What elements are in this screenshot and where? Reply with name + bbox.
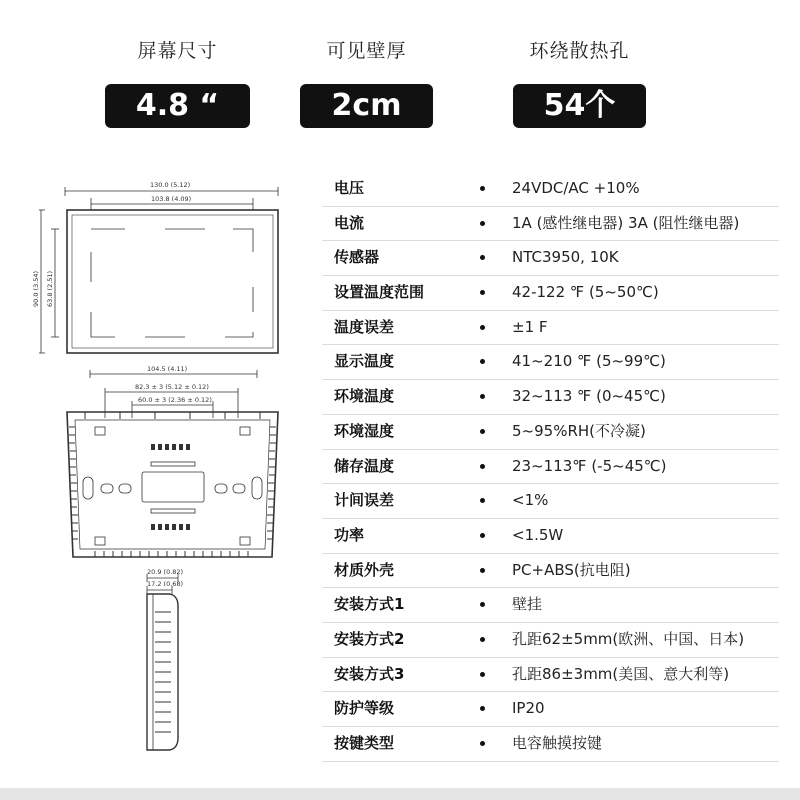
spec-row: [322, 276, 779, 311]
spec-value: 1A (感性继电器) 3A (阻性继电器): [512, 213, 740, 232]
dimension-drawing-svg: [25, 172, 295, 762]
feature-value-badge: 54个: [513, 84, 646, 128]
feature-screen-size: [105, 38, 250, 128]
spec-key: 电流: [334, 213, 365, 232]
spec-value: 32~113 ℉ (0~45℃): [512, 387, 666, 406]
feature-value-badge: 2cm: [300, 84, 433, 128]
spec-key: 计间误差: [334, 491, 395, 510]
dim-screen-height: 63.8 (2.51): [46, 270, 54, 307]
spec-key: 材质外壳: [334, 560, 395, 579]
spec-table: [322, 172, 779, 762]
spec-row: [322, 241, 779, 276]
bullet-icon: [480, 394, 485, 399]
spec-key: 传感器: [334, 248, 380, 267]
spec-key: 按键类型: [334, 734, 395, 752]
spec-key: 温度误差: [334, 317, 395, 336]
spec-row: [322, 484, 779, 519]
spec-key: 安装方式2: [334, 629, 405, 648]
bullet-icon: [480, 498, 485, 503]
spec-key: 环境温度: [334, 387, 395, 406]
spec-row: [322, 692, 779, 727]
spec-row: [322, 345, 779, 380]
bullet-icon: [480, 706, 485, 711]
dim-back-width: 104.5 (4.11): [147, 365, 188, 373]
bullet-icon: [480, 464, 485, 469]
spec-row: [322, 519, 779, 554]
spec-value: 42-122 ℉ (5~50℃): [512, 283, 659, 302]
bottom-strip: [0, 788, 800, 800]
spec-row: [322, 588, 779, 623]
dim-side-depth-a: 20.9 (0.82): [147, 568, 184, 576]
spec-key: 防护等级: [334, 699, 395, 718]
spec-value: 41~210 ℉ (5~99℃): [512, 352, 666, 371]
spec-value: 电容触摸按键: [512, 734, 603, 752]
spec-value: NTC3950, 10K: [512, 248, 619, 267]
spec-row: [322, 727, 779, 762]
spec-row: [322, 172, 779, 207]
feature-vent-holes: [513, 38, 646, 128]
bullet-icon: [480, 602, 485, 607]
feature-label: 可见壁厚: [326, 40, 407, 62]
spec-value: 孔距86±3mm(美国、意大利等): [512, 664, 730, 683]
feature-wall-thickness: [300, 38, 433, 128]
spec-row: [322, 658, 779, 693]
bullet-icon: [480, 359, 485, 364]
spec-value: 24VDC/AC +10%: [512, 179, 640, 197]
spec-key: 安装方式1: [334, 595, 405, 614]
bullet-icon: [480, 325, 485, 330]
spec-key: 环境湿度: [334, 421, 395, 440]
spec-row: [322, 311, 779, 346]
spec-key: 设置温度范围: [334, 283, 425, 302]
bullet-icon: [480, 255, 485, 260]
dimension-drawing: [25, 172, 295, 762]
bullet-icon: [480, 741, 485, 746]
bullet-icon: [480, 186, 485, 191]
dim-front-height: 90.0 (3.54): [32, 270, 40, 307]
dim-front-width: 130.0 (5.12): [150, 181, 191, 189]
spec-value: 23~113℉ (-5~45℃): [512, 456, 667, 475]
bullet-icon: [480, 568, 485, 573]
bullet-icon: [480, 637, 485, 642]
spec-value: IP20: [512, 699, 545, 718]
spec-value: 5~95%RH(不冷凝): [512, 421, 646, 440]
spec-key: 安装方式3: [334, 664, 405, 683]
spec-value: 壁挂: [512, 595, 543, 614]
spec-row: [322, 450, 779, 485]
feature-label: 环绕散热孔: [529, 40, 630, 62]
spec-key: 电压: [334, 179, 365, 197]
spec-row: [322, 554, 779, 589]
feature-label: 屏幕尺寸: [137, 40, 218, 62]
spec-row: [322, 207, 779, 242]
bullet-icon: [480, 672, 485, 677]
bullet-icon: [480, 290, 485, 295]
spec-row: [322, 380, 779, 415]
spec-value: 孔距62±5mm(欧洲、中国、日本): [512, 629, 745, 648]
spec-key: 功率: [334, 525, 365, 544]
spec-value: <1.5W: [512, 525, 564, 544]
dim-screen-width: 103.8 (4.09): [151, 195, 192, 203]
bullet-icon: [480, 221, 485, 226]
spec-key: 储存温度: [334, 456, 395, 475]
dim-hole-spacing-a: 82.3 ± 3 (5.12 ± 0.12): [135, 383, 209, 391]
spec-key: 显示温度: [334, 352, 395, 371]
bullet-icon: [480, 429, 485, 434]
spec-value: <1%: [512, 491, 549, 510]
spec-value: PC+ABS(抗电阻): [512, 560, 631, 579]
dim-hole-spacing-b: 60.0 ± 3 (2.36 ± 0.12): [138, 396, 212, 404]
spec-row: [322, 415, 779, 450]
spec-value: ±1 F: [512, 317, 548, 336]
bullet-icon: [480, 533, 485, 538]
spec-row: [322, 623, 779, 658]
dim-side-depth-b: 17.2 (0.68): [147, 580, 184, 588]
feature-value-badge: 4.8 “: [105, 84, 250, 128]
